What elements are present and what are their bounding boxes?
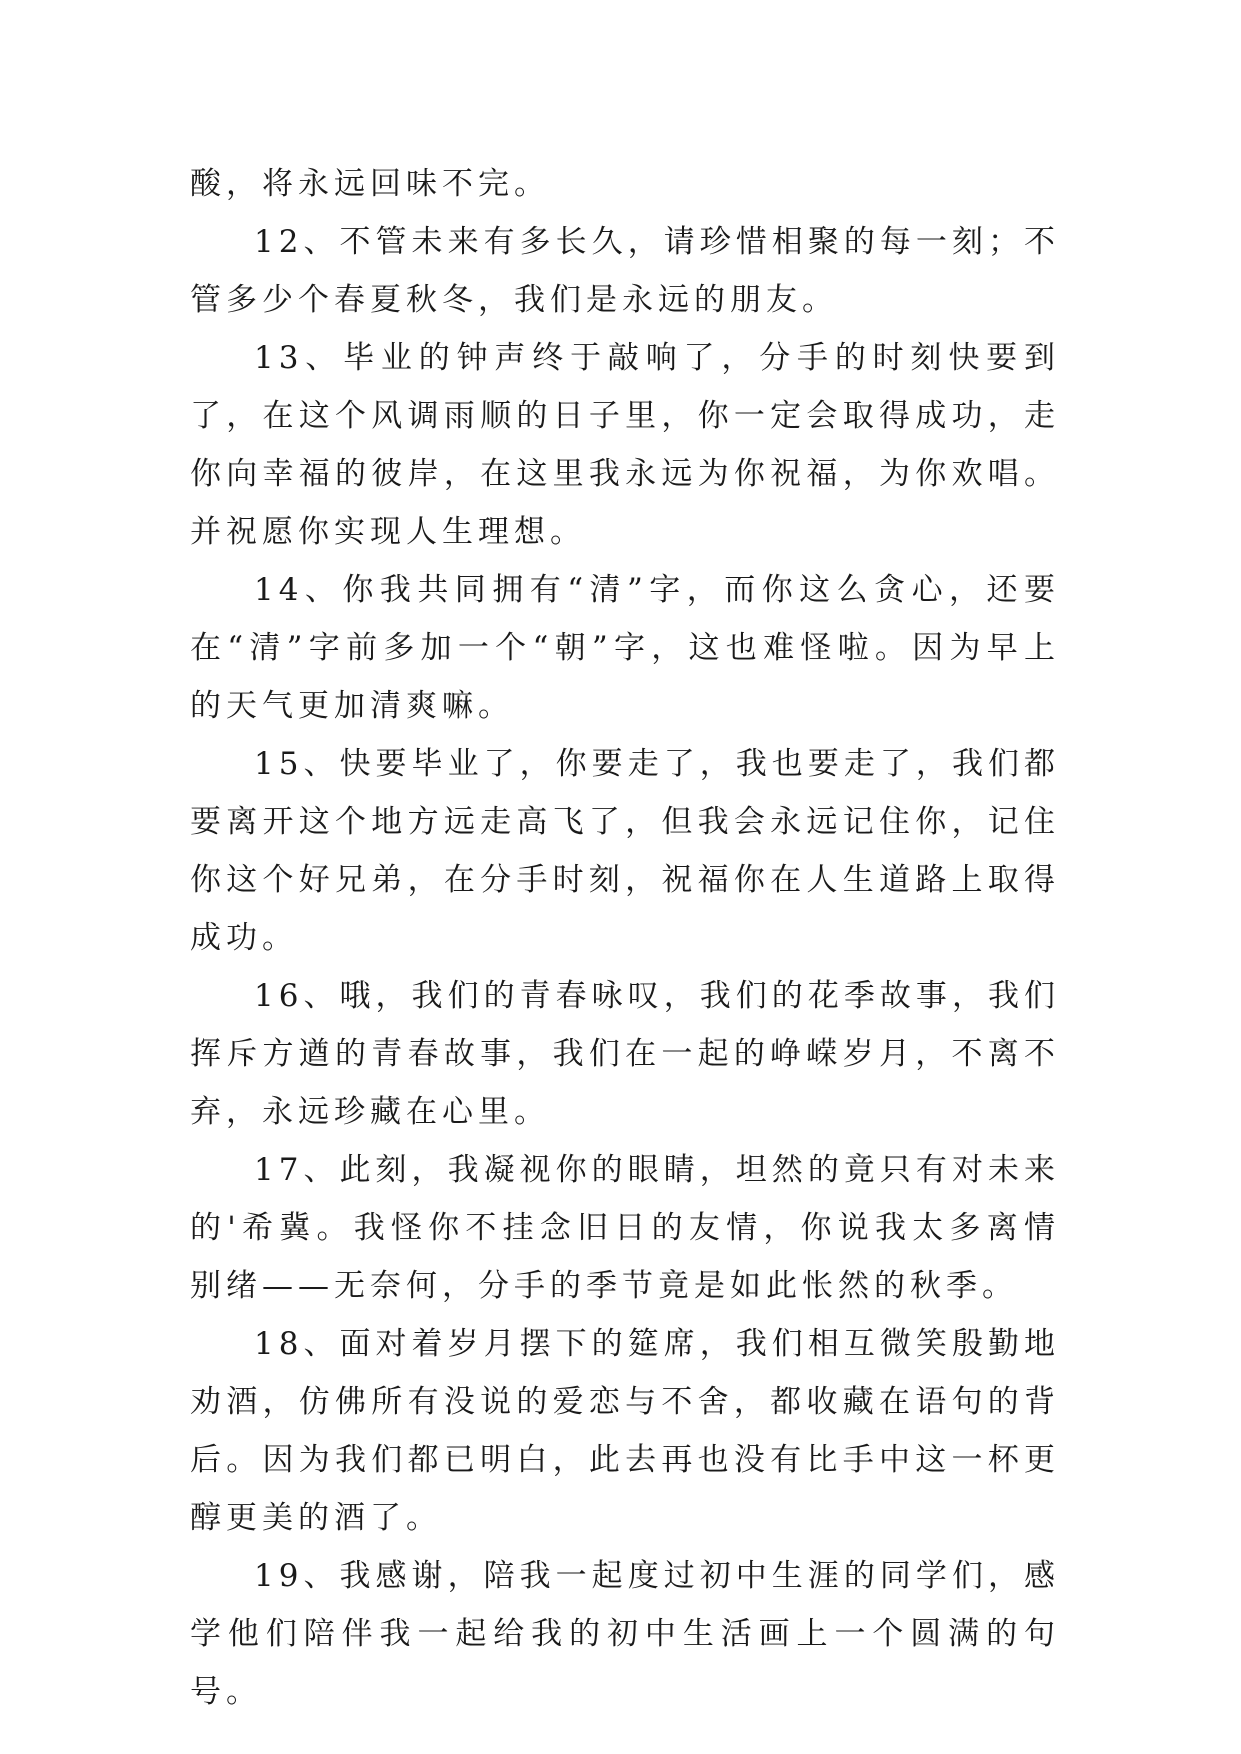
- paragraph-19: 19、我感谢，陪我一起度过初中生涯的同学们，感学他们陪伴我一起给我的初中生活画上一个圆满的句号。: [190, 1558, 1060, 1710]
- paragraph-14: 14、你我共同拥有“清”字，而你这么贪心，还要在“清”字前多加一个“朝”字，这也难怪啦。因为早上的天气更加清爽嘛。: [190, 572, 1060, 724]
- paragraph-16: 16、哦，我们的青春咏叹，我们的花季故事，我们挥斥方遒的青春故事，我们在一起的峥嵘岁月，不离不弃，永远珍藏在心里。: [190, 978, 1060, 1130]
- paragraph-13: 13、毕业的钟声终于敲响了，分手的时刻快要到了，在这个风调雨顺的日子里，你一定会取得成功，走你向幸福的彼岸，在这里我永远为你祝福，为你欢唱。并祝愿你实现人生理想。: [190, 340, 1060, 550]
- paragraph-15: 15、快要毕业了，你要走了，我也要走了，我们都要离开这个地方远走高飞了，但我会永远记住你，记住你这个好兄弟，在分手时刻，祝福你在人生道路上取得成功。: [190, 746, 1060, 956]
- paragraph-17: 17、此刻，我凝视你的眼睛，坦然的竟只有对未来的'希冀。我怪你不挂念旧日的友情，你说我太多离情别绪——无奈何，分手的季节竟是如此怅然的秋季。: [190, 1152, 1060, 1304]
- document-body: [190, 155, 1060, 1721]
- paragraph-18: 18、面对着岁月摆下的筵席，我们相互微笑殷勤地劝酒，仿佛所有没说的爱恋与不舍，都收藏在语句的背后。因为我们都已明白，此去再也没有比手中这一杯更醇更美的酒了。: [190, 1326, 1060, 1536]
- paragraph-12: 12、不管未来有多长久，请珍惜相聚的每一刻；不管多少个春夏秋冬，我们是永远的朋友。: [190, 224, 1060, 318]
- paragraph-continuation: 酸，将永远回味不完。: [190, 166, 550, 202]
